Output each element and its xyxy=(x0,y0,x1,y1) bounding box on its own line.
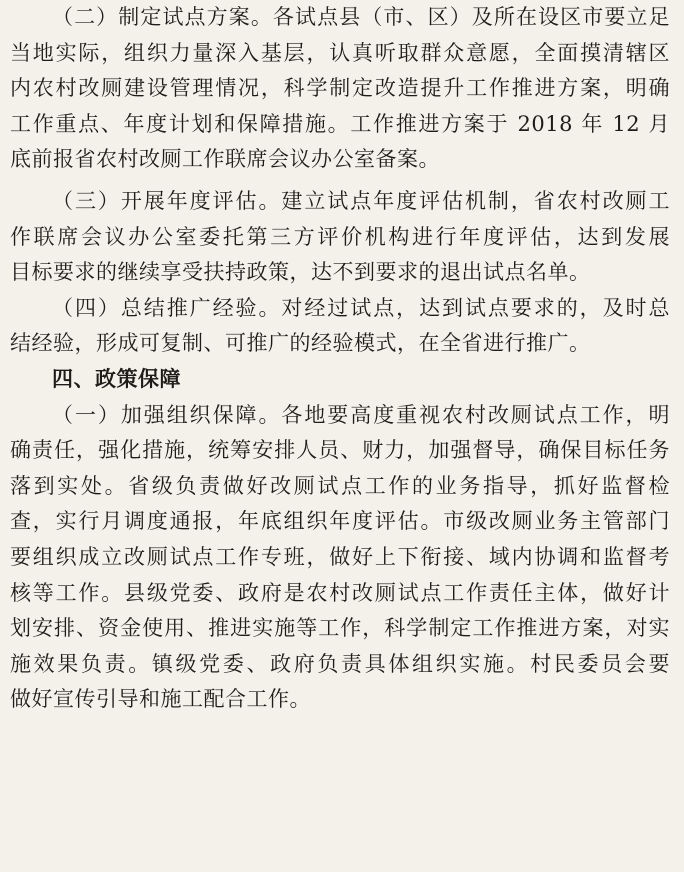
text-line: 当地实际，组织力量深入基层，认真听取群众意愿，全面摸清辖区 xyxy=(10,40,670,65)
text-line: 作联席会议办公室委托第三方评价机构进行年度评估，达到发展 xyxy=(10,224,670,249)
text-line: 底前报省农村改厕工作联席会议办公室备案。 xyxy=(10,147,440,172)
section-3-3-paragraph xyxy=(10,184,670,291)
section-3-2-paragraph xyxy=(10,0,670,178)
text-line: 结经验，形成可复制、可推广的经验模式，在全省进行推广。 xyxy=(10,331,591,356)
text-line: 划安排、资金使用、推进实施等工作，科学制定工作推进方案，对实 xyxy=(10,616,670,641)
section-heading: 四、政策保障 xyxy=(52,366,181,391)
text-line: 施效果负责。镇级党委、政府负责具体组织实施。村民委员会要 xyxy=(10,651,670,676)
text-line: （二）制定试点方案。各试点县（市、区）及所在设区市要立足 xyxy=(52,5,670,29)
text-line: （四）总结推广经验。对经过试点，达到试点要求的，及时总 xyxy=(52,295,670,320)
text-line: 查，实行月调度通报，年底组织年度评估。市级改厕业务主管部门 xyxy=(10,509,670,534)
text-line: 要组织成立改厕试点工作专班，做好上下衔接、域内协调和监督考 xyxy=(10,544,670,569)
text-line: 目标要求的继续享受扶持政策，达不到要求的退出试点名单。 xyxy=(10,260,591,285)
section-4-heading-block xyxy=(10,362,670,398)
section-4-1-paragraph xyxy=(10,398,670,718)
text-line: 核等工作。县级党委、政府是农村改厕试点工作责任主体，做好计 xyxy=(10,580,670,605)
text-line: 落到实处。省级负责做好改厕试点工作的业务指导，抓好监督检 xyxy=(10,473,670,498)
text-line: （一）加强组织保障。各地要高度重视农村改厕试点工作，明 xyxy=(52,402,670,427)
section-3-4-paragraph xyxy=(10,291,670,362)
text-line: 确责任，强化措施，统筹安排人员、财力，加强督导，确保目标任务 xyxy=(10,438,670,463)
text-line: 工作重点、年度计划和保障措施。工作推进方案于 2018 年 12 月 xyxy=(10,111,670,136)
text-line: 内农村改厕建设管理情况，科学制定改造提升工作推进方案，明确 xyxy=(10,76,670,101)
text-line: （三）开展年度评估。建立试点年度评估机制，省农村改厕工 xyxy=(52,188,670,213)
text-line: 做好宣传引导和施工配合工作。 xyxy=(10,687,311,712)
